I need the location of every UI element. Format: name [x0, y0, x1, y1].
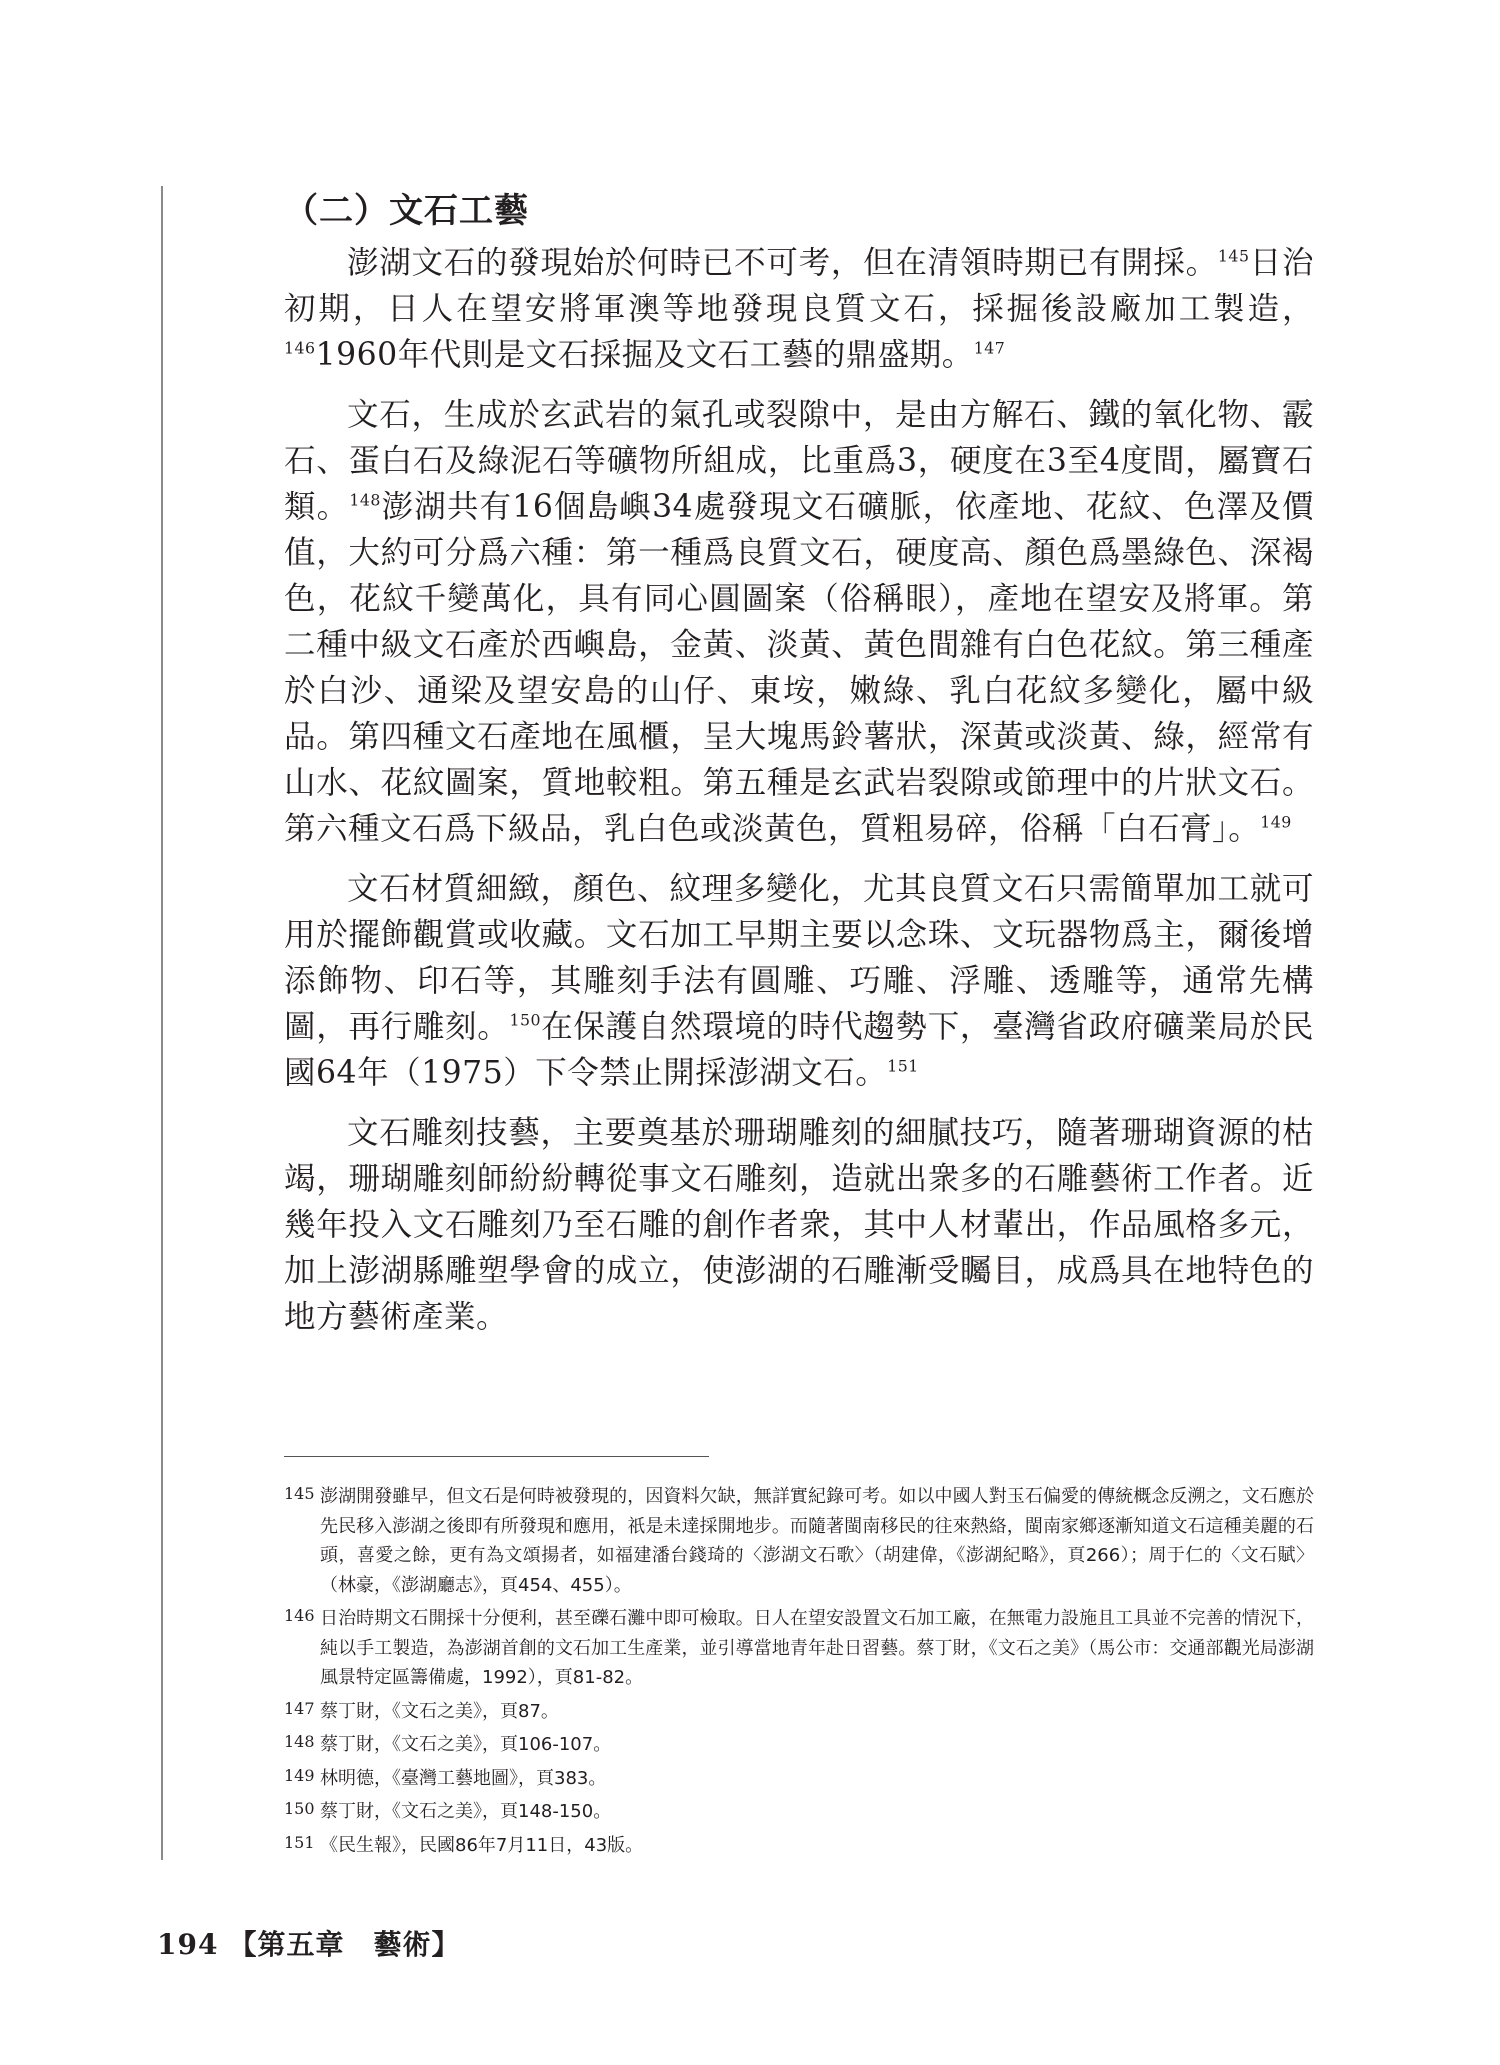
paragraph: 文石雕刻技藝，主要奠基於珊瑚雕刻的細膩技巧，隨著珊瑚資源的枯竭，珊瑚雕刻師紛紛轉從事文石雕刻，造就出衆多的石雕藝術工作者。近幾年投入文石雕刻乃至石雕的創作者衆，其中人材輩出，作品風格多元，加上澎湖縣雕塑學會的成立，使澎湖的石雕漸受矚目，成爲具在地特色的地方藝術產業。 — [284, 1115, 1314, 1335]
paragraph: 文石材質細緻，顏色、紋理多變化，尤其良質文石只需簡單加工就可用於擺飾觀賞或收藏。文石加工早期主要以念珠、文玩器物爲主，爾後增添飾物、印石等，其雕刻手法有圓雕、巧雕、浮雕、透雕等，通常先構圖，再行雕刻。$^{150}$在保護自然環境的時代趨勢下，臺灣省政府礦業局於民國64年（1975）下令禁止開採澎湖文石。$^{151}$ — [284, 871, 1314, 1091]
footnote-ref: 146 — [284, 338, 316, 358]
footnote-number: 149 — [284, 1765, 315, 1785]
paragraph: 文石，生成於玄武岩的氣孔或裂隙中，是由方解石、鐵的氧化物、霰石、蛋白石及綠泥石等礦物所組成，比重爲3，硬度在3至4度間，屬寶石類。$^{148}$澎湖共有16個島嶼34處發現文石礦脈，依產地、花紋、色澤及價值，大約可分爲六種：第一種爲良質文石，硬度高、顏色爲墨綠色、深褐色，花紋千變萬化，具有同心圓圖案（俗稱眼），產地在望安及將軍。第二種中級文石產於西嶼島，金黃、淡黃、黃色間雜有白色花紋。第三種產於白沙、通梁及望安島的山仔、東垵，嫩綠、乳白花紋多變化，屬中級品。第四種文石產地在風櫃，呈大塊馬鈴薯狀，深黃或淡黃、綠，經常有山水、花紋圖案，質地較粗。第五種是玄武岩裂隙或節理中的片狀文石。第六種文石爲下級品，乳白色或淡黃色，質粗易碎，俗稱「白石膏」。$^{149}$ — [284, 397, 1314, 847]
footnote-ref: 145 — [1217, 246, 1250, 266]
section-heading: （二）文石工藝 — [284, 191, 529, 231]
footnote-text: 日治時期文石開採十分便利，甚至礫石灘中即可檢取。日人在望安設置文石加工廠，在無電力設施且工具並不完善的情況下，純以手工製造，為澎湖首創的文石加工生產業，並引導當地青年赴日習藝。蔡丁財，《文石之美》（馬公市：交通部觀光局澎湖風景特定區籌備處，1992），頁81-82。 — [320, 1608, 1314, 1688]
footnote — [284, 1797, 1314, 1827]
footnote-number: 147 — [284, 1698, 315, 1718]
footnote-number: 146 — [284, 1606, 315, 1625]
footnote-number: 151 — [284, 1832, 315, 1852]
footnote-divider — [284, 1456, 709, 1457]
footnote-ref: 151 — [887, 1056, 919, 1076]
footnote-ref: 147 — [973, 338, 1006, 358]
footnote-ref: 150 — [509, 1010, 542, 1030]
footnote — [284, 1730, 1314, 1760]
page-footer — [157, 1923, 460, 1963]
main-text — [284, 188, 1314, 1354]
footnote-number: 148 — [284, 1732, 315, 1751]
footnote-text: 林明德，《臺灣工藝地圖》，頁383。 — [320, 1767, 607, 1789]
footnote-text: 蔡丁財，《文石之美》，頁87。 — [320, 1700, 559, 1722]
footnotes — [284, 1482, 1314, 1864]
footnote-ref: 148 — [349, 490, 381, 510]
footnote-text: 蔡丁財，《文石之美》，頁106-107。 — [320, 1734, 612, 1755]
footnote-text: 《民生報》，民國86年7月11日，43版。 — [320, 1834, 644, 1856]
footnote-text: 蔡丁財，《文石之美》，頁148-150。 — [320, 1801, 612, 1822]
footnote — [284, 1482, 1314, 1600]
footnote — [284, 1831, 1314, 1861]
chapter-label: 【第五章 藝術】 — [228, 1928, 461, 1961]
footnote — [284, 1764, 1314, 1794]
footnote-number: 145 — [284, 1484, 315, 1503]
margin-rule — [161, 186, 163, 1860]
footnote-text: 澎湖開發雖早，但文石是何時被發現的，因資料欠缺，無詳實紀錄可考。如以中國人對玉石偏愛的傳統概念反溯之，文石應於先民移入澎湖之後即有所發現和應用，祇是未達採開地步。而隨著閩南移民的往來熱絡，閩南家鄉逐漸知道文石這種美麗的石頭，喜愛之餘，更有為文頌揚者，如福建潘台錢琦的〈澎湖文石歌〉（胡建偉，《澎湖紀略》，頁266）；周于仁的〈文石賦〉（林豪，《澎湖廳志》，頁454、455）。 — [320, 1486, 1314, 1596]
footnote-number: 150 — [284, 1799, 315, 1818]
footnote — [284, 1604, 1314, 1693]
footnote-ref: 149 — [1260, 812, 1292, 832]
footnote — [284, 1697, 1314, 1727]
page-number: 194 — [157, 1928, 219, 1961]
paragraph: 澎湖文石的發現始於何時已不可考，但在清領時期已有開採。$^{145}$日治初期，日人在望安將軍澳等地發現良質文石，採掘後設廠加工製造，$^{146}$1960年代則是文石採掘及文石工藝的鼎盛期。$^{147}$ — [284, 245, 1314, 373]
